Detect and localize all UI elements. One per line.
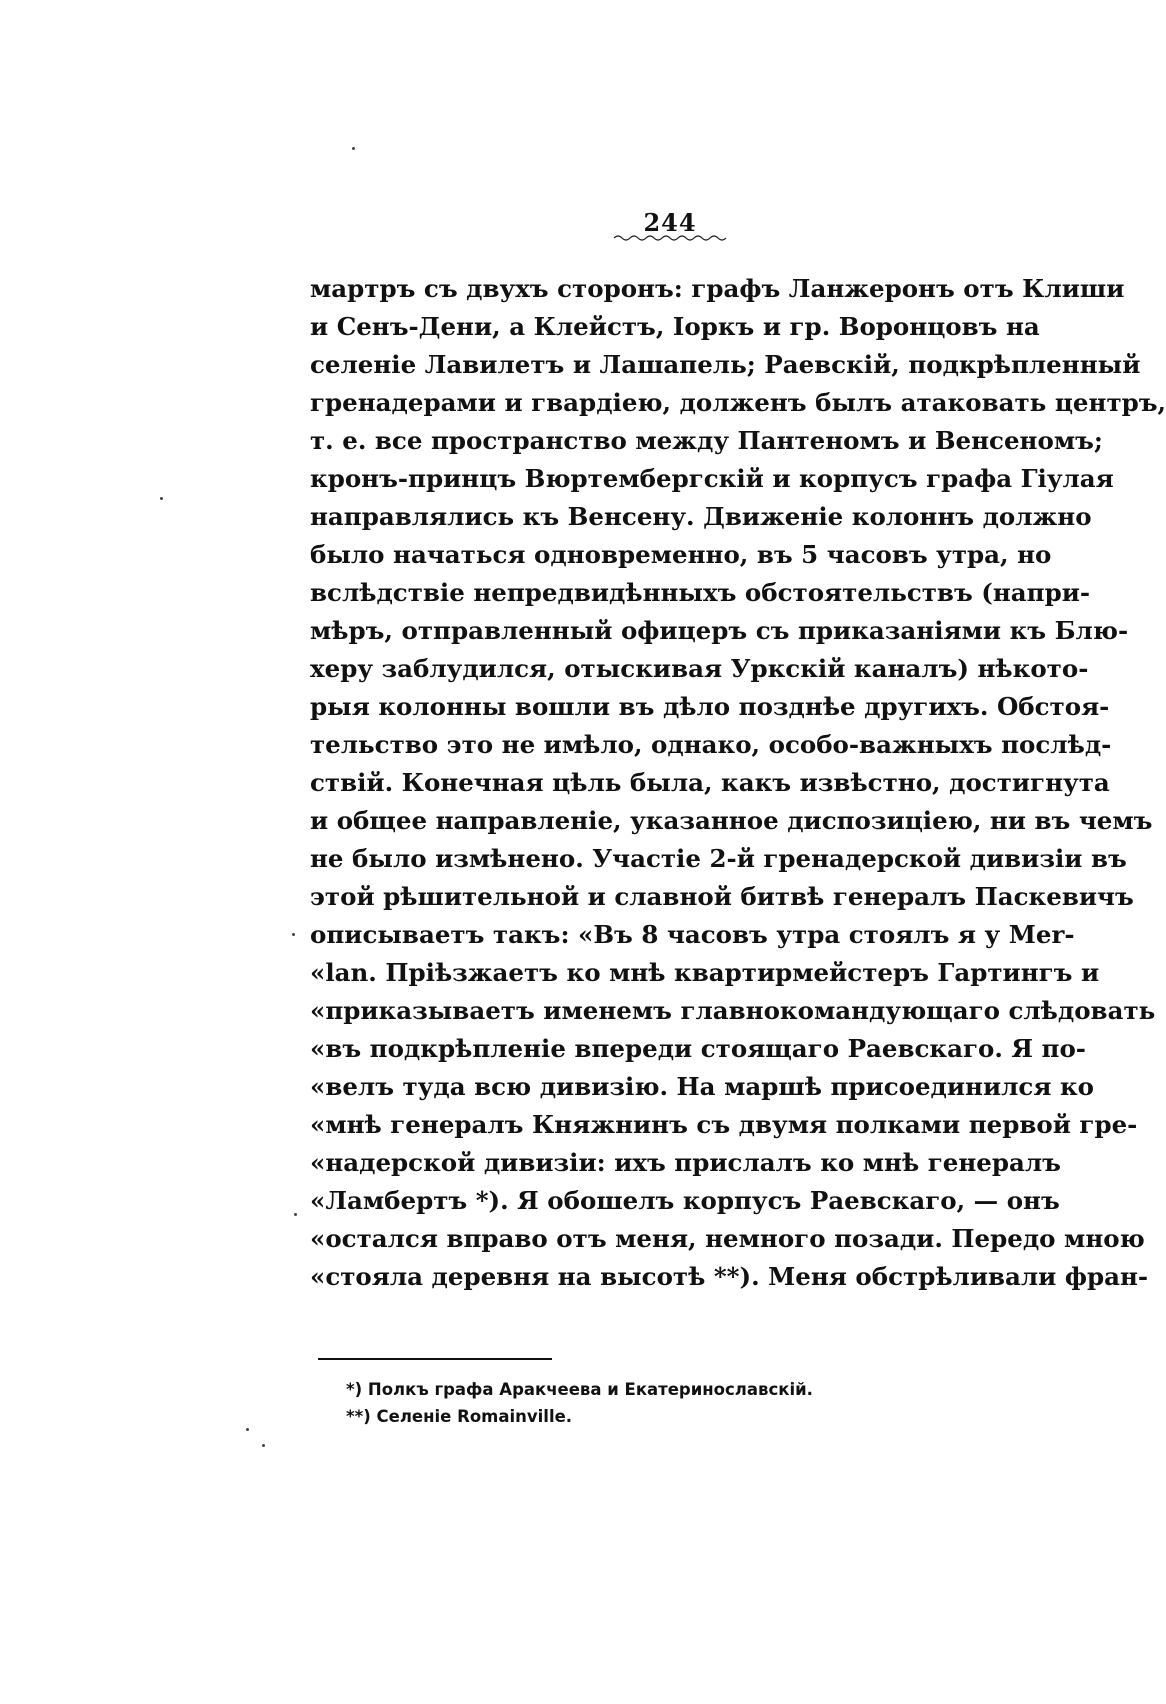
text-line: гренадерами и гвардіею, долженъ былъ атаковать центръ,	[310, 388, 1166, 417]
body-text	[310, 270, 1166, 1296]
text-line: этой рѣшительной и славной битвѣ генералъ Паскевичъ	[310, 882, 1134, 911]
text-line: т. е. все пространство между Пантеномъ и Венсеномъ;	[310, 426, 1103, 455]
scan-speck	[294, 1213, 297, 1216]
scan-speck	[262, 1444, 265, 1447]
text-line: было начаться одновременно, въ 5 часовъ утра, но	[310, 540, 1052, 569]
scan-speck	[160, 497, 163, 500]
text-line: ствій. Конечная цѣль была, какъ извѣстно, достигнута	[310, 768, 1110, 797]
text-line: вслѣдствіе непредвидѣнныхъ обстоятельствъ (напри-	[310, 578, 1091, 607]
text-line: и Сенъ-Дени, а Клейстъ, Іоркъ и гр. Воронцовъ на	[310, 312, 1040, 341]
text-line: «велъ туда всю дивизію. На маршѣ присоединился ко	[310, 1072, 1094, 1101]
text-line: селеніе Лавилетъ и Лашапель; Раевскій, подкрѣпленный	[310, 350, 1141, 379]
text-line: описываетъ такъ: «Въ 8 часовъ утра стоялъ я у Mer-	[310, 920, 1075, 949]
scan-speck	[292, 933, 295, 936]
footnote-separator	[318, 1358, 552, 1360]
text-line: мартръ съ двухъ сторонъ: графъ Ланжеронъ отъ Клиши	[310, 274, 1125, 303]
text-line: и общее направленіе, указанное диспозиціею, ни въ чемъ	[310, 806, 1153, 835]
footnotes	[346, 1376, 946, 1430]
text-line: «въ подкрѣпленіе впереди стоящаго Раевскаго. Я по-	[310, 1034, 1086, 1063]
text-line: «Ламбертъ *). Я обошелъ корпусъ Раевскаго, — онъ	[310, 1186, 1060, 1215]
text-line: рыя колонны вошли въ дѣло позднѣе другихъ. Обстоя-	[310, 692, 1110, 721]
page-number: 244	[643, 208, 697, 237]
text-line: «остался вправо отъ меня, немного позади. Передо мною	[310, 1224, 1145, 1253]
text-line: «стояла деревня на высотѣ **). Меня обстрѣливали фран-	[310, 1262, 1149, 1291]
text-line: мѣръ, отправленный офицеръ съ приказаніями къ Блю-	[310, 616, 1129, 645]
text-line: «lan. Пріѣзжаетъ ко мнѣ квартирмейстеръ Гартингъ и	[310, 958, 1100, 987]
text-line: не было измѣнено. Участіе 2-й гренадерской дивизіи въ	[310, 844, 1127, 873]
scan-speck	[352, 147, 355, 150]
text-line: херу заблудился, отыскивая Уркскій каналъ) нѣкото-	[310, 654, 1089, 683]
text-line: направлялись къ Венсену. Движеніе колоннъ должно	[310, 502, 1092, 531]
scan-speck	[246, 1428, 249, 1431]
text-line: кронъ-принцъ Вюртембергскій и корпусъ графа Гіулая	[310, 464, 1114, 493]
text-line: тельство это не имѣло, однако, особо-важныхъ послѣд-	[310, 730, 1112, 759]
text-line: «мнѣ генералъ Княжнинъ съ двумя полками первой гре-	[310, 1110, 1138, 1139]
text-line: «приказываетъ именемъ главнокомандующаго слѣдовать	[310, 996, 1156, 1025]
footnote: **) Селеніе Romainville.	[346, 1407, 573, 1426]
text-line: «надерской дивизіи: ихъ прислалъ ко мнѣ генералъ	[310, 1148, 1061, 1177]
page-number-ornament	[614, 232, 730, 242]
footnote: *) Полкъ графа Аракчеева и Екатеринославскій.	[346, 1380, 813, 1399]
